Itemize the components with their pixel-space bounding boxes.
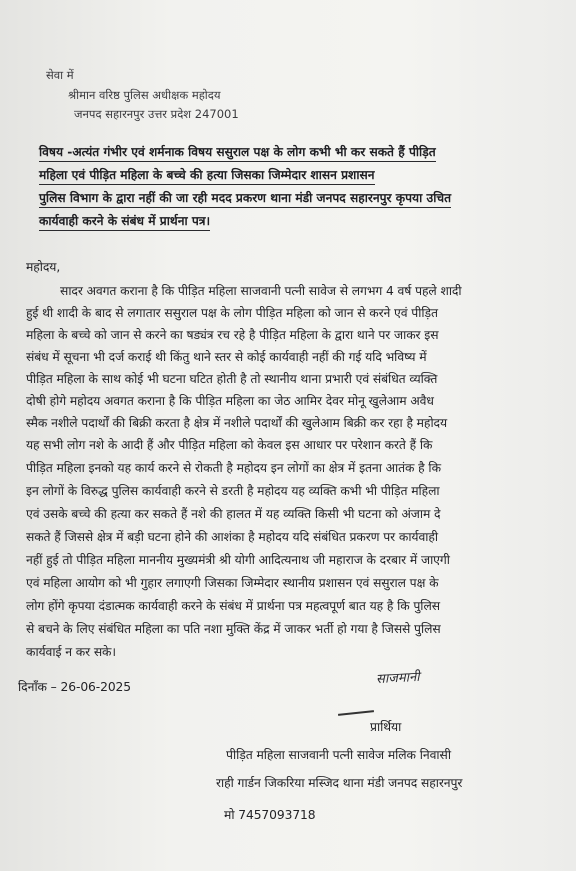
body-line: पीड़ित महिला इनको यह कार्य करने से रोकती है महोदय इन लोगों का क्षेत्र में इतना आतंक है कि <box>26 461 441 475</box>
body-line: सकते हैं जिससे क्षेत्र में बड़ी घटना होने की आशंका है महोदय यदि संबंधित प्रकरण पर कार्यवाही <box>26 530 438 544</box>
body-line: सादर अवगत कराना है कि पीड़ित महिला साजवानी पत्नी सावेज से लगभग 4 वर्ष पहले शादी <box>60 284 462 298</box>
applicant-name: पीड़ित महिला साजवानी पत्नी सावेज मलिक निवासी <box>226 748 451 762</box>
applicant-phone: मो 7457093718 <box>224 808 316 822</box>
body-line: इन लोगों के विरुद्ध पुलिस कार्यवाही करने से डरती है महोदय यह व्यक्ति कभी भी पीड़ित महिला <box>26 484 440 498</box>
body-line: स्मैक नशीले पदार्थों की बिक्री करता है क्षेत्र में नशीले पदार्थों की खुलेआम बिक्री कर रहा है महोदय <box>26 416 448 430</box>
applicant-address: राही गार्डन जिकरिया मस्जिद थाना मंडी जनपद सहारनपुर <box>216 776 463 790</box>
address-salutation: सेवा में <box>46 68 74 82</box>
body-line: कार्यवाई न कर सके। <box>26 645 116 659</box>
body-line: महिला के बच्चे को जान से करने का षड्यंत्र रच रहे है पीड़ित महिला के द्वारा थाने पर जाकर इस <box>26 328 439 342</box>
body-line: यह सभी लोग नशे के आदी हैं और पीड़ित महिला को केवल इस आधार पर परेशान करते हैं कि <box>26 438 433 452</box>
body-line: हुई थी शादी के बाद से लगातार ससुराल पक्ष के लोग पीड़ित महिला को जान से करने एवं पीड़ित <box>26 306 438 320</box>
body-line: पीड़ित महिला के साथ कोई भी घटना घटित होती है तो स्थानीय थाना प्रभारी एवं संबंधित व्यक्ति <box>26 372 438 386</box>
handwritten-signature: साजमानी <box>375 669 420 688</box>
subject-line-4: कार्यवाही करने के संबंध में प्रार्थना पत्र। <box>39 212 210 231</box>
applicant-label: प्रार्थिया <box>370 720 402 734</box>
body-line: एवं महिला आयोग को भी गुहार लगाएगी जिसका जिम्मेदार स्थानीय प्रशासन एवं ससुराल पक्ष के <box>26 576 439 590</box>
body-line: से बचने के लिए संबंधित महिला का पति नशा मुक्ति केंद्र में जाकर भर्ती हो गया है जिससे पुलिस <box>26 622 441 636</box>
salutation: महोदय, <box>26 260 61 274</box>
signature-stroke <box>338 710 374 716</box>
body-line: एवं उसके बच्चे की हत्या कर सकते हैं नशे की हालत में यह व्यक्ति किसी भी घटना को अंजाम दे <box>26 507 441 521</box>
body-line: संबंध में सूचना भी दर्ज कराई थी किंतु थाने स्तर से कोई कार्यवाही नहीं की गई यदि भविष्य में <box>26 350 427 364</box>
address-recipient: श्रीमान वरिष्ठ पुलिस अधीक्षक महोदय <box>68 88 221 102</box>
subject-line-3: पुलिस विभाग के द्वारा नहीं की जा रही मदद प्रकरण थाना मंडी जनपद सहारनपुर कृपया उचित <box>39 189 451 208</box>
letter-date: दिनाँक – 26-06-2025 <box>18 680 131 694</box>
body-line: लोग होंगे कृपया दंडात्मक कार्यवाही करने के संबंध में प्रार्थना पत्र महत्वपूर्ण बात यह है कि पुलिस <box>26 599 440 613</box>
body-line: नहीं हुई तो पीड़ित महिला माननीय मुख्यमंत्री श्री योगी आदित्यनाथ जी महाराज के दरबार में जाएगी <box>26 553 450 567</box>
body-line: दोषी होगे महोदय अवगत कराना है कि पीड़ित महिला का जेठ आमिर देवर मोनू खुलेआम अवैध <box>26 394 434 408</box>
subject-line-1: विषय -अत्यंत गंभीर एवं शर्मनाक विषय ससुराल पक्ष के लोग कभी भी कर सकते हैं पीड़ित <box>39 143 436 162</box>
subject-line-2: महिला एवं पीड़ित महिला के बच्चे की हत्या जिसका जिम्मेदार शासन प्रशासन <box>39 166 375 185</box>
address-location: जनपद सहारनपुर उत्तर प्रदेश 247001 <box>74 107 239 121</box>
